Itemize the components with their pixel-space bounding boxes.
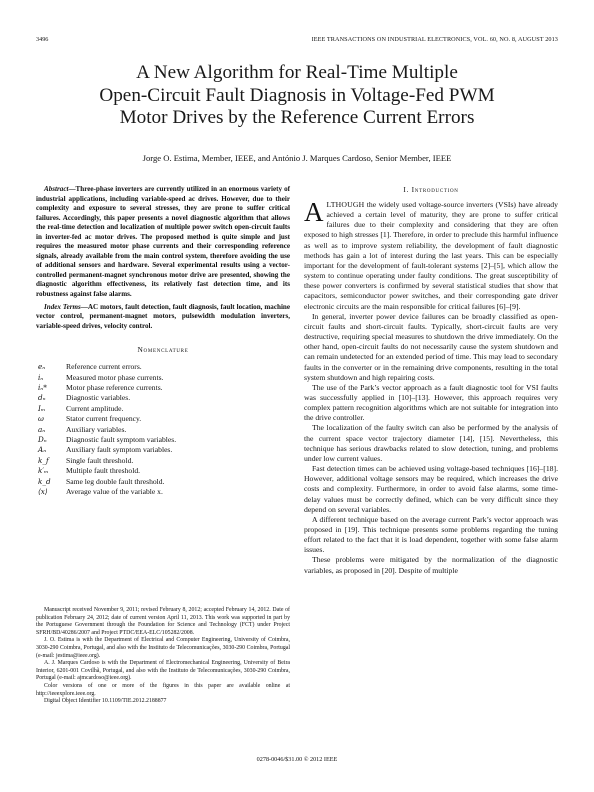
- nomenclature-symbol: eₙ: [38, 362, 46, 372]
- nomenclature-heading: Nomenclature: [137, 345, 189, 355]
- footnote-author-2: A. J. Marques Cardoso is with the Department of Electromechanical Engineering, University of Beira Interior, 6201-001 Covilhã, Portugal, and also with the Instituto de Telecomunicações, 3030-290 Coimbra, Portugal (e-mail: ajmcardoso@ieee.org).: [36, 660, 290, 682]
- index-terms-text: —AC motors, fault detection, fault diagnosis, fault location, machine vector control, permanent-magnet motors, pulsewidth modulation inverters, variable-speed drives, velocity control.: [36, 302, 291, 330]
- nomenclature-symbol: iₙ: [38, 372, 44, 382]
- page-number: 3496: [36, 36, 49, 43]
- nomenclature-symbol: ω: [38, 414, 44, 424]
- nomenclature-item: [38, 393, 176, 403]
- nomenclature-symbol: aₙ: [38, 424, 46, 434]
- copyright-footer: 0278-0046/$31.00 © 2012 IEEE: [256, 756, 338, 763]
- introduction-heading: I. Introduction: [403, 185, 459, 194]
- right-column: [304, 185, 558, 576]
- nomenclature-symbol: iₙ*: [38, 383, 47, 393]
- intro-paragraph: These problems were mitigated by the normalization of the diagnostic variables, as proposed in [20]. Despite of multiple: [304, 555, 558, 575]
- nomenclature-item: [38, 456, 176, 466]
- left-column: [36, 185, 290, 497]
- nomenclature-symbol: k_f: [38, 455, 49, 465]
- running-header: IEEE TRANSACTIONS ON INDUSTRIAL ELECTRONICS, VOL. 60, NO. 8, AUGUST 2013: [311, 36, 558, 43]
- nomenclature-item: [38, 373, 176, 383]
- nomenclature-list: [38, 362, 176, 497]
- title-line: Motor Drives by the Reference Current Errors: [119, 107, 475, 129]
- abstract-label: Abstract: [44, 185, 69, 193]
- nomenclature-description: Multiple fault threshold.: [66, 466, 141, 476]
- footnote-color: Color versions of one or more of the figures in this paper are available online at http://ieeexplore.ieee.org.: [36, 682, 290, 697]
- nomenclature-description: Measured motor phase currents.: [66, 372, 164, 382]
- nomenclature-symbol: ⟨x⟩: [38, 487, 48, 497]
- footnote-author-1: J. O. Estima is with the Department of Electrical and Computer Engineering, University of Coimbra, 3030-290 Coimbra, Portugal, and also with the Instituto de Telecomunicações, 3030-290 Coimbra, Portugal (e-mail: jestima@ieee.org).: [36, 637, 290, 659]
- nomenclature-description: Diagnostic variables.: [66, 393, 131, 403]
- nomenclature-description: Diagnostic fault symptom variables.: [66, 435, 177, 445]
- nomenclature-item: [38, 383, 176, 393]
- nomenclature-symbol: k_d: [38, 476, 51, 486]
- author-line: Jorge O. Estima, Member, IEEE, and António J. Marques Cardoso, Senior Member, IEEE: [142, 153, 452, 163]
- nomenclature-symbol: Iₘ: [38, 403, 46, 413]
- nomenclature-description: Motor phase reference currents.: [66, 383, 163, 393]
- nomenclature-description: Stator current frequency.: [66, 414, 142, 424]
- nomenclature-description: Current amplitude.: [66, 403, 124, 413]
- nomenclature-item: [38, 362, 176, 372]
- intro-paragraph: The use of the Park’s vector approach as a fault diagnostic tool for VSI faults was successfully applied in [10]–[13]. However, this approach requires very complex pattern recognition algorithms which are not suitable for integration into the drive controller.: [304, 382, 558, 423]
- title-line: Open-Circuit Fault Diagnosis in Voltage-Fed PWM: [99, 84, 495, 106]
- abstract-text: —Three-phase inverters are currently utilized in an enormous variety of industrial applications, including variable-speed ac drives. However, due to their complexity and exposure to several stresses, they are prone to suffer critical failures. Accordingly, this paper presents a novel diagnostic algorithm that allows the real-time detection and localization of multiple power switch open-circuit faults in inverter-fed ac motor drives. The proposed method is quite simple and just requires the measured motor phase currents and their corresponding reference signals, already available from the main control system, therefore avoiding the use of additional sensors and hardware. Several experimental results using a vector-controlled permanent-magnet synchronous motor drive are presented, showing the diagnostic algorithm effectiveness, its relatively fast detection time, and its robustness against false alarms.: [36, 185, 290, 299]
- intro-paragraph: A different technique based on the average current Park’s vector approach was proposed in [19]. This technique presents some problems regarding the tuning effort related to the fact that it is load dependent, together with some false alarm issues.: [304, 514, 558, 555]
- nomenclature-description: Auxiliary variables.: [66, 424, 127, 434]
- footnotes: [36, 607, 290, 706]
- nomenclature-item: [38, 425, 176, 435]
- nomenclature-item: [38, 414, 176, 424]
- first-words: LTHOUGH: [326, 200, 365, 209]
- intro-paragraph: In general, inverter power device failures can be broadly classified as open-circuit faults and short-circuit faults. Typically, short-circuit faults are very destructive, requiring special measures to shutdown the drive immediately. On the other hand, open-circuit faults do not necessarily cause the system shutdown and can remain undetected for an extended period of time. This may lead to secondary faults in the converter or in the remaining drive components, resulting in the total system shutdown and high repairing costs.: [304, 311, 558, 382]
- nomenclature-symbol: k′ₘ: [38, 466, 49, 476]
- title-line: A New Algorithm for Real-Time Multiple: [136, 62, 458, 83]
- nomenclature-symbol: Dₙ: [38, 435, 47, 445]
- nomenclature-item: [38, 445, 176, 455]
- nomenclature-item: [38, 477, 176, 487]
- nomenclature-item: [38, 435, 176, 445]
- nomenclature-item: [38, 404, 176, 414]
- index-terms: [36, 303, 290, 332]
- nomenclature-description: Same leg double fault threshold.: [66, 476, 165, 486]
- nomenclature-description: Reference current errors.: [66, 362, 142, 372]
- footnote-manuscript: Manuscript received November 9, 2011; revised February 8, 2012; accepted February 14, 2012. Date of publication February 24, 2012; date of current version April 11, 2013. This work was supported in part by the Portuguese Government through the Foundation for Science and Technology (FCT) under Project SFRH/BD/40286/2007 and Project PTDC/EEA-ELC/105282/2008.: [36, 607, 290, 636]
- footnote-doi: Digital Object Identifier 10.1109/TIE.2012.2188877: [44, 698, 167, 705]
- intro-paragraph: Fast detection times can be achieved using voltage-based techniques [16]–[18]. However, additional voltage sensors may be required, which increases the drive costs and complexity. Furthermore, in order to avoid false alarms, some time-delay values must be correctly defined, which can be very difficult since they depend on several variables.: [304, 464, 558, 514]
- paper-title: [40, 62, 554, 130]
- index-terms-label: Index Terms: [44, 302, 81, 311]
- nomenclature-symbol: dₙ: [38, 393, 46, 403]
- nomenclature-item: [38, 487, 176, 497]
- nomenclature-description: Single fault threshold.: [66, 455, 134, 465]
- nomenclature-symbol: Aₙ: [38, 445, 47, 455]
- abstract: [36, 185, 290, 300]
- intro-paragraph: ALTHOUGH the widely used voltage-source inverters (VSIs) have already achieved a certain level of maturity, they are prone to suffer critical failures due to their complexity and considering that they are often exposed to high stresses [1]. Therefore, in order to preclude this harmful influence as well as to improve system reliability, the development of fault diagnostic methods has gain a lot of interest during the last years. This can be especially important for the development of fault-tolerant systems [2]–[5], which allow the system to continue operating under faulty conditions. The great susceptibility of these power converters is confirmed by several statistical studies that show that capacitors, semiconductor power switches, and their corresponding gate driver electronic circuits are the main responsible for critical failures [6]–[9].: [304, 197, 558, 311]
- nomenclature-description: Auxiliary fault symptom variables.: [66, 445, 173, 455]
- nomenclature-description: Average value of the variable x.: [66, 487, 163, 497]
- nomenclature-item: [38, 466, 176, 476]
- drop-cap: A: [304, 197, 324, 227]
- intro-paragraph: The localization of the faulty switch can also be performed by the analysis of the current space vector trajectory diameter [14], [15]. Nevertheless, this technique has serious drawbacks related to slow detection, tuning, and problems under low current values.: [304, 423, 558, 463]
